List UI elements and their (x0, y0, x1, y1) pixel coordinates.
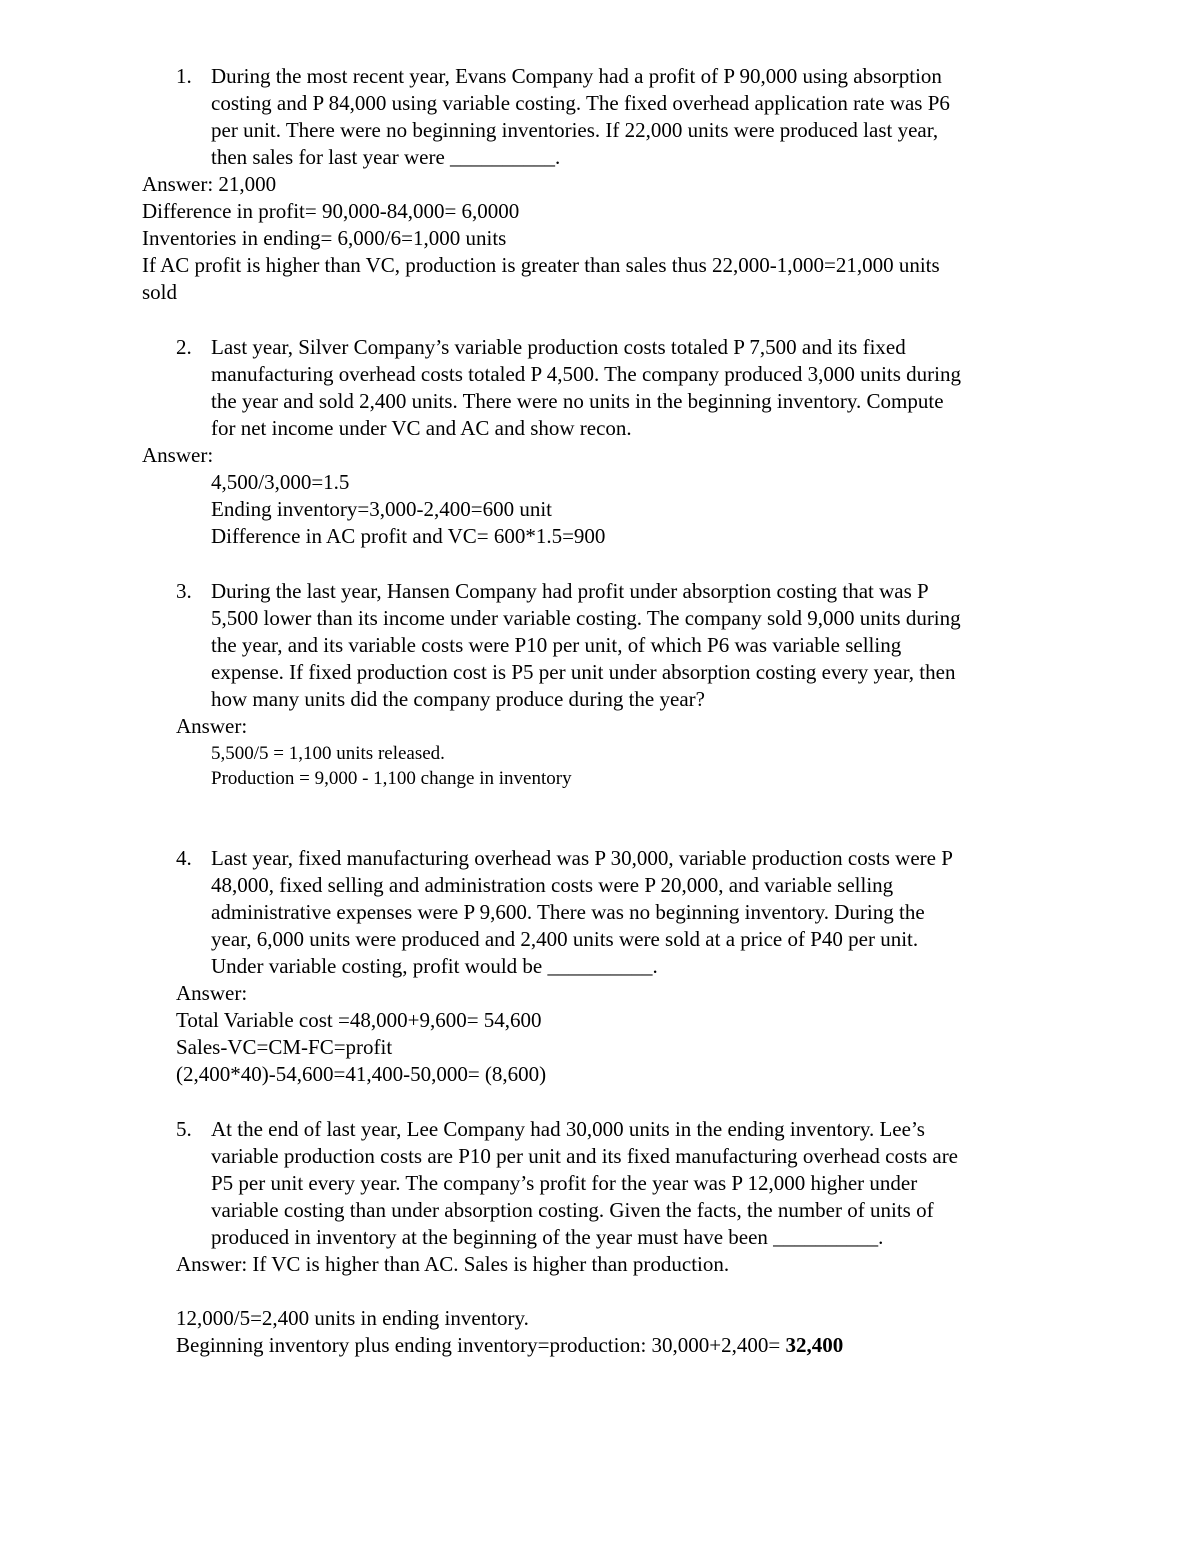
question-5-line: P5 per unit every year. The company’s profit for the year was P 12,000 higher under (211, 1171, 918, 1195)
question-2-line: the year and sold 2,400 units. There were no units in the beginning inventory. Compute (211, 389, 944, 413)
question-5-line: At the end of last year, Lee Company had 30,000 units in the ending inventory. Lee’s (211, 1117, 925, 1141)
question-2-line: manufacturing overhead costs totaled P 4,500. The company produced 3,000 units during (211, 362, 962, 386)
answer-3-line: Production = 9,000 - 1,100 change in inventory (211, 768, 572, 789)
answer-1-line: Answer: 21,000 (142, 172, 277, 196)
answer-5-final-line (176, 1332, 843, 1359)
question-5-line: produced in inventory at the beginning of the year must have been __________. (211, 1225, 884, 1249)
question-1-line: then sales for last year were __________. (211, 145, 561, 169)
question-3-number: 3. (176, 579, 192, 603)
question-4-line: Under variable costing, profit would be __________. (211, 954, 658, 978)
question-4-line: year, 6,000 units were produced and 2,400 units were sold at a price of P40 per unit. (211, 927, 919, 951)
answer-2-line: Ending inventory=3,000-2,400=600 unit (211, 497, 552, 521)
answer-5-line: Answer: If VC is higher than AC. Sales is higher than production. (176, 1252, 730, 1276)
answer-5-line: 12,000/5=2,400 units in ending inventory. (176, 1306, 529, 1330)
question-1-line: costing and P 84,000 using variable costing. The fixed overhead application rate was P6 (211, 91, 950, 115)
question-4-number: 4. (176, 846, 192, 870)
answer-1-line: If AC profit is higher than VC, production is greater than sales thus 22,000-1,000=21,000 units (142, 253, 940, 277)
question-2-number: 2. (176, 335, 192, 359)
question-4-line: 48,000, fixed selling and administration costs were P 20,000, and variable selling (211, 873, 894, 897)
answer-4-label: Answer: (176, 981, 248, 1005)
question-4-line: administrative expenses were P 9,600. There was no beginning inventory. During the (211, 900, 925, 924)
question-5-number: 5. (176, 1117, 192, 1141)
question-3-line: During the last year, Hansen Company had profit under absorption costing that was P (211, 579, 929, 603)
answer-2-line: Difference in AC profit and VC= 600*1.5=900 (211, 524, 606, 548)
question-1-line: per unit. There were no beginning inventories. If 22,000 units were produced last year, (211, 118, 939, 142)
question-3-line: 5,500 lower than its income under variable costing. The company sold 9,000 units during (211, 606, 961, 630)
question-4-line: Last year, fixed manufacturing overhead was P 30,000, variable production costs were P (211, 846, 953, 870)
answer-3-line: 5,500/5 = 1,100 units released. (211, 743, 445, 764)
answer-3-label: Answer: (176, 714, 248, 738)
answer-1-line: sold (142, 280, 178, 304)
question-5-line: variable costing than under absorption costing. Given the facts, the number of units of (211, 1198, 934, 1222)
answer-2-line: 4,500/3,000=1.5 (211, 470, 350, 494)
question-1-number: 1. (176, 64, 192, 88)
answer-1-line: Difference in profit= 90,000-84,000= 6,0000 (142, 199, 520, 223)
answer-2-label: Answer: (142, 443, 214, 467)
question-2-line: for net income under VC and AC and show recon. (211, 416, 632, 440)
question-3-line: how many units did the company produce during the year? (211, 687, 705, 711)
answer-4-line: Sales-VC=CM-FC=profit (176, 1035, 393, 1059)
answer-4-line: (2,400*40)-54,600=41,400-50,000= (8,600) (176, 1062, 547, 1086)
answer-1-line: Inventories in ending= 6,000/6=1,000 units (142, 226, 507, 250)
answer-4-line: Total Variable cost =48,000+9,600= 54,600 (176, 1008, 542, 1032)
answer-5-final-value: 32,400 (785, 1333, 844, 1357)
question-1-line: During the most recent year, Evans Company had a profit of P 90,000 using absorption (211, 64, 942, 88)
question-3-line: the year, and its variable costs were P10 per unit, of which P6 was variable selling (211, 633, 902, 657)
answer-5-line: Beginning inventory plus ending inventory=production: 30,000+2,400= (176, 1333, 786, 1357)
question-3-line: expense. If fixed production cost is P5 per unit under absorption costing every year, then (211, 660, 956, 684)
question-2-line: Last year, Silver Company’s variable production costs totaled P 7,500 and its fixed (211, 335, 906, 359)
question-5-line: variable production costs are P10 per unit and its fixed manufacturing overhead costs are (211, 1144, 959, 1168)
